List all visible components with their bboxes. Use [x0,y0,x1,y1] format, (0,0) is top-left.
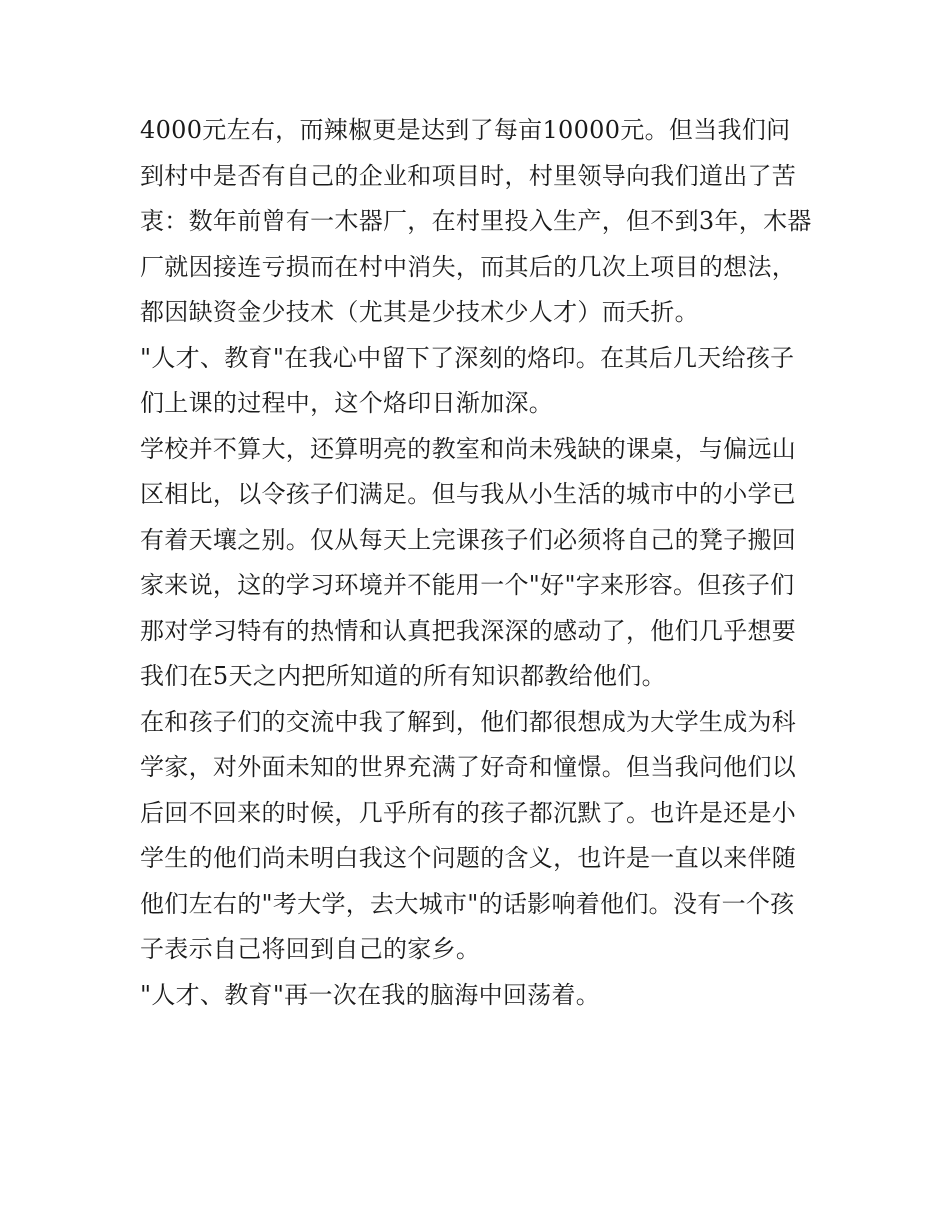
paragraph-school-conditions: 学校并不算大，还算明亮的教室和尚未残缺的课桌，与偏远山区相比，以令孩子们满足。但与我从小生活的城市中的小学已有着天壤之别。仅从每天上完课孩子们必须将自己的凳子搬回家来说，这的学习环境并不能用一个"好"字来形容。但孩子们那对学习特有的热情和认真把我深深的感动了，他们几乎想要我们在5天之内把所知道的所有知识都教给他们。 [140,434,797,690]
paragraph-village-economy: 4000元左右，而辣椒更是达到了每亩10000元。但当我们问到村中是否有自己的企业和项目时，村里领导向我们道出了苦衷：数年前曾有一木器厂，在村里投入生产，但不到3年，木器厂就因接连亏损而在村中消失，而其后的几次上项目的想法，都因缺资金少技术（尤其是少技术少人才）而夭折。 [140,116,812,326]
document-body [140,108,812,1018]
paragraph-talent-education-impression: "人才、教育"在我心中留下了深刻的烙印。在其后几天给孩子们上课的过程中，这个烙印日渐加深。 [140,343,795,417]
paragraph-children-dreams: 在和孩子们的交流中我了解到，他们都很想成为大学生成为科学家，对外面未知的世界充满了好奇和憧憬。但当我问他们以后回不回来的时候，几乎所有的孩子都沉默了。也许是还是小学生的他们尚未明白我这个问题的含义，也许是一直以来伴随他们左右的"考大学，去大城市"的话影响着他们。没有一个孩子表示自己将回到自己的家乡。 [140,707,797,963]
paragraph-closing-thought: "人才、教育"再一次在我的脑海中回荡着。 [140,980,601,1009]
